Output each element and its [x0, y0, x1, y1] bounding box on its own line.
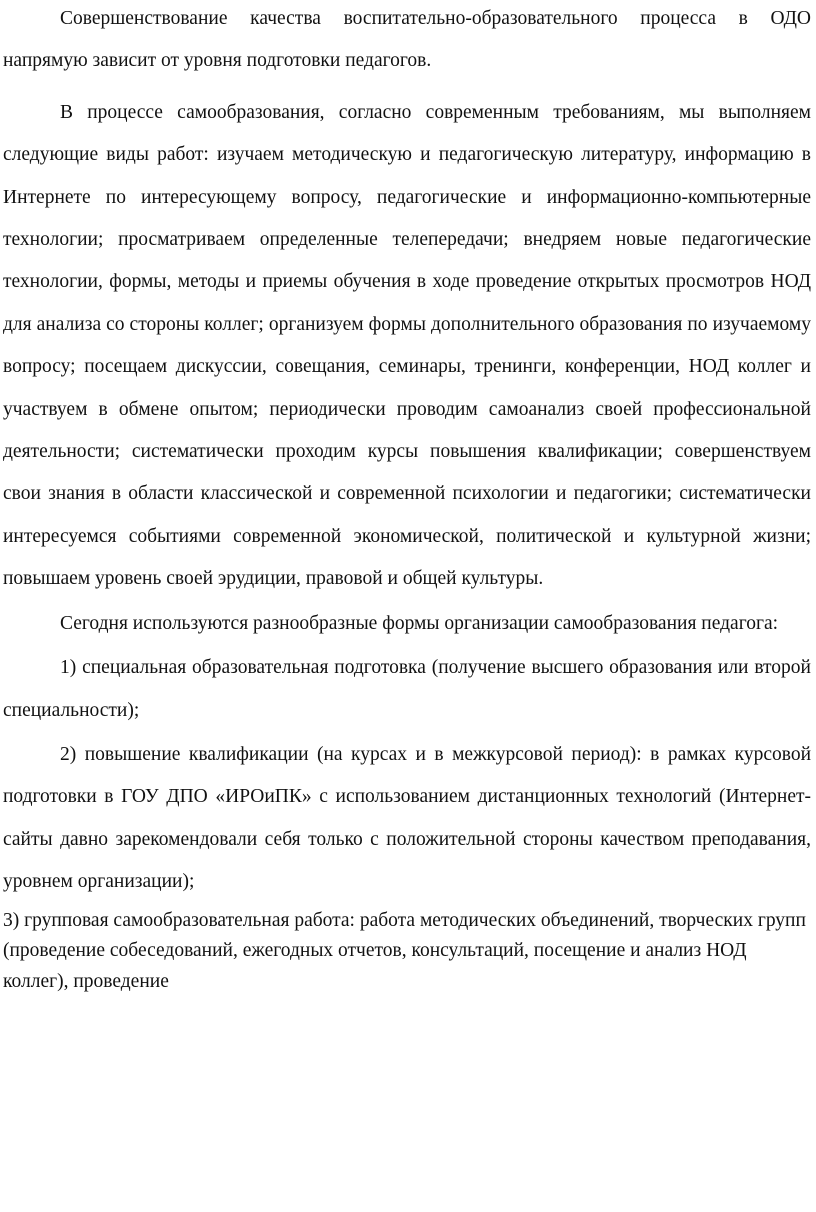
list-item-group-self-education: 3) групповая самообразовательная работа: работа методических объединений, творческих групп (проведение собеседований, ежегодных отчетов, консультаций, посещение и анализ НОД коллег), проведение — [3, 909, 806, 992]
paragraph-forms-intro: Сегодня используются разнообразные формы организации самообразования педагога: — [60, 612, 779, 634]
paragraph-quality-intro: Совершенствование качества воспитательно-образовательного процесса в ОДО напрямую зависит от уровня подготовки педагогов. — [3, 8, 811, 72]
list-item-special-training: 1) специальная образовательная подготовка (получение высшего образования или второй специальности); — [3, 657, 811, 721]
list-item-qualification-upgrade: 2) повышение квалификации (на курсах и в межкурсовой период): в рамках курсовой подготовки в ГОУ ДПО «ИРОиПК» с использованием дистанционных технологий (Интернет-сайты давно зарекомендовали себя только с положительной стороны качеством преподавания, уровнем организации); — [3, 743, 811, 893]
paragraph-self-education-activities: В процессе самообразования, согласно современным требованиям, мы выполняем следующие виды работ: изучаем методическую и педагогическую литературу, информацию в Интернете по интересующему вопросу, педагогические и информационно-компьютерные технологии; просматриваем определенные телепередачи; внедряем новые педагогические технологии, формы, методы и приемы обучения в ходе проведение открытых просмотров НОД для анализа со стороны коллег; организуем формы дополнительного образования по изучаемому вопросу; посещаем дискуссии, совещания, семинары, тренинги, конференции, НОД коллег и участвуем в обмене опытом; периодически проводим самоанализ своей профессиональной деятельности; систематически проходим курсы повышения квалификации; совершенствуем свои знания в области классической и современной психологии и педагогики; систематически интересуемся событиями современной экономической, политической и культурной жизни; повышаем уровень своей эрудиции, правовой и общей культуры. — [3, 101, 811, 590]
